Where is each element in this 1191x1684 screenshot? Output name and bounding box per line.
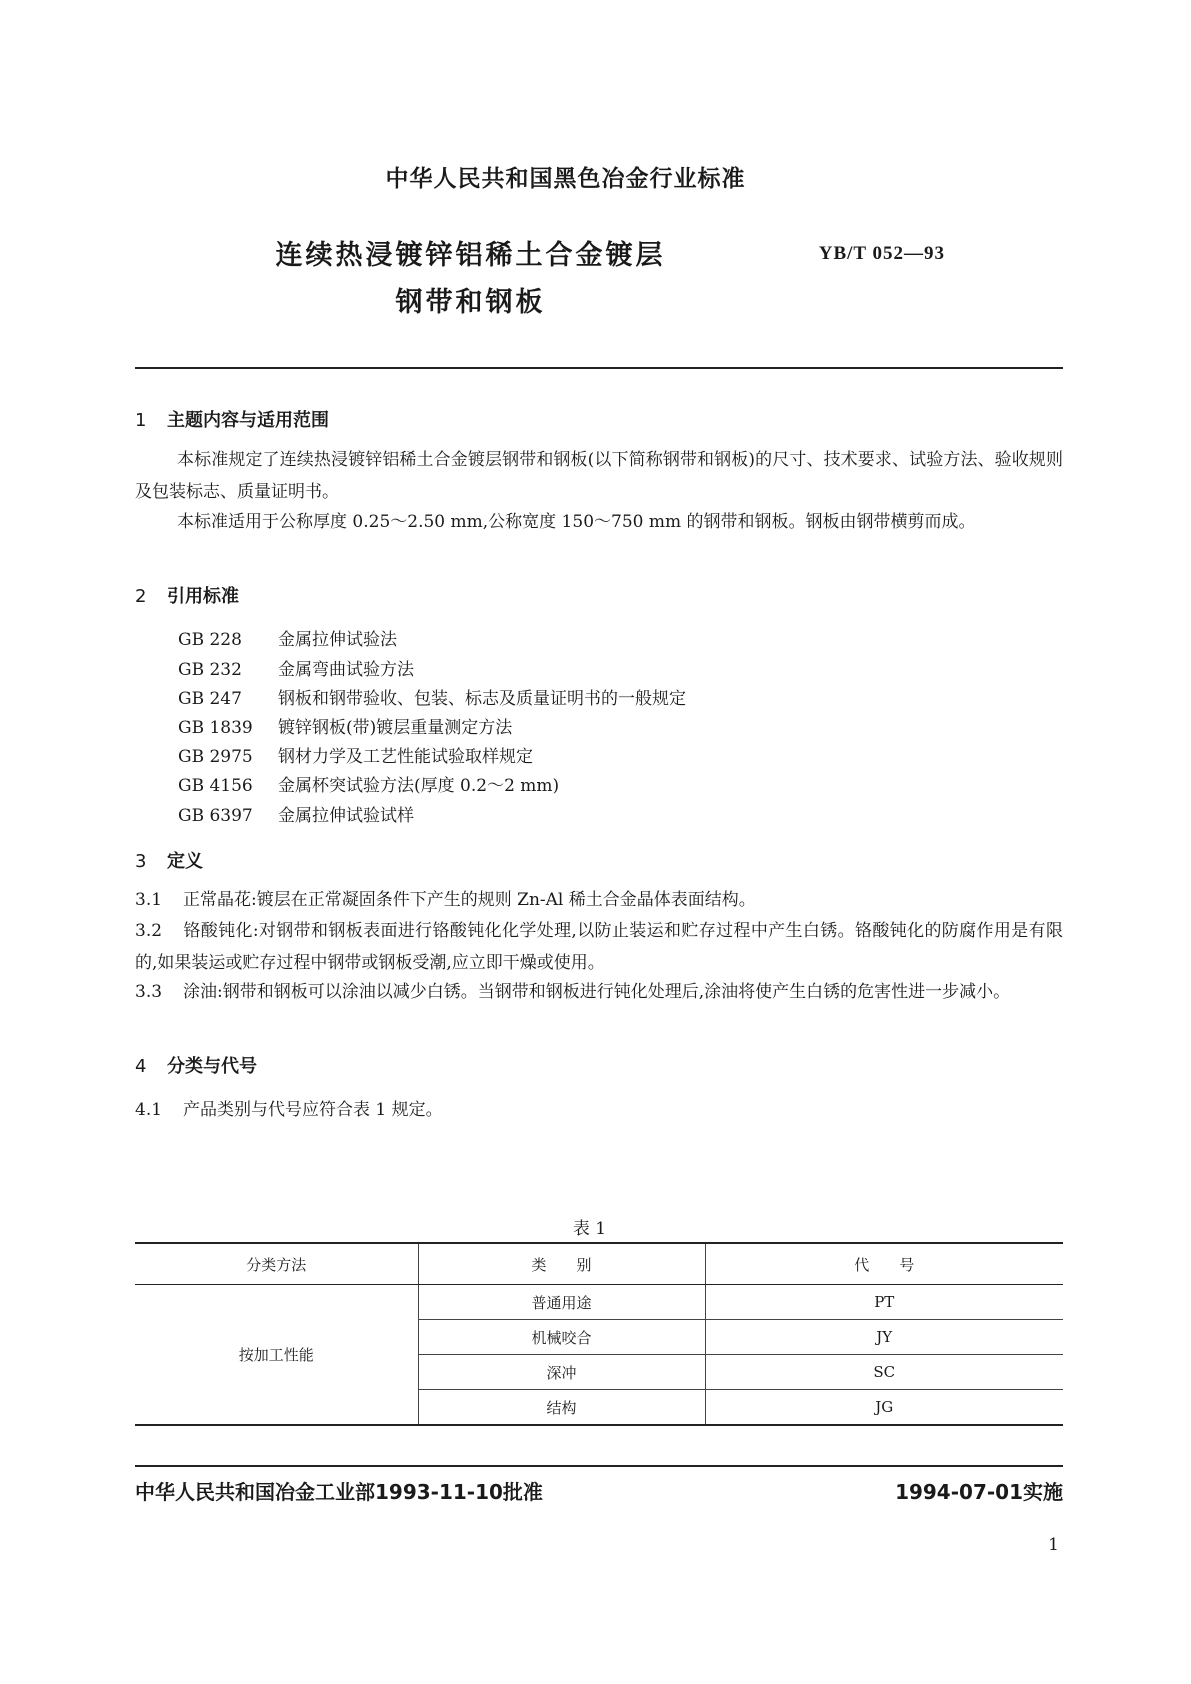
footer-divider [135,1465,1063,1467]
effective-date: 1994-07-01实施 [895,1480,1063,1504]
page-number: 1 [1048,1535,1059,1555]
clause-4-1: 4.1 产品类别与代号应符合表 1 规定。 [135,1100,443,1120]
section-3-heading: 3 定义 [135,851,203,872]
code-cell: JY [705,1320,1063,1355]
category-cell: 结构 [418,1390,705,1426]
section-1-heading: 1 主题内容与适用范围 [135,410,329,431]
code-cell: PT [705,1285,1063,1320]
header-category: 类 别 [418,1243,705,1285]
title-divider [135,367,1063,369]
header-code: 代 号 [705,1243,1063,1285]
definition-3-1: 3.1 正常晶花:镀层在正常凝固条件下产生的规则 Zn-Al 稀土合金晶体表面结构。 [135,890,756,910]
definition-3-2: 3.2 铬酸钝化:对钢带和钢板表面进行铬酸钝化化学处理,以防止装运和贮存过程中产生白锈。铬酸钝化的防腐作用是有限的,如果装运或贮存过程中钢带或钢板受潮,应立即干燥或使用。 [135,921,1063,973]
section-2-heading: 2 引用标准 [135,586,239,607]
code-cell: JG [705,1390,1063,1426]
reference-item: GB 2975 钢材力学及工艺性能试验取样规定 [178,747,533,767]
reference-item: GB 4156 金属杯突试验方法(厚度 0.2～2 mm) [178,776,560,796]
reference-item: GB 232 金属弯曲试验方法 [178,660,414,680]
reference-item: GB 1839 镀锌钢板(带)镀层重量测定方法 [178,718,513,738]
table-header-row [135,1243,1063,1285]
document-title-line2: 钢带和钢板 [395,287,546,318]
section-1-paragraph-2: 本标准适用于公称厚度 0.25～2.50 mm,公称宽度 150～750 mm 的钢带和钢板。钢板由钢带横剪而成。 [177,512,976,532]
classification-table [135,1242,1063,1426]
reference-item: GB 228 金属拉伸试验法 [178,630,397,650]
standard-code: YB/T 052—93 [818,243,945,264]
standard-body-header: 中华人民共和国黑色冶金行业标准 [385,166,746,192]
table-row [135,1285,1063,1320]
category-cell: 机械咬合 [418,1320,705,1355]
code-cell: SC [705,1355,1063,1390]
table-caption: 表 1 [572,1219,607,1239]
reference-item: GB 247 钢板和钢带验收、包装、标志及质量证明书的一般规定 [178,689,686,709]
category-cell: 普通用途 [418,1285,705,1320]
approval-line: 中华人民共和国冶金工业部1993-11-10批准 [135,1480,543,1504]
document-title-line1: 连续热浸镀锌铝稀土合金镀层 [275,240,666,271]
category-cell: 深冲 [418,1355,705,1390]
header-method: 分类方法 [135,1243,418,1285]
section-1-paragraph-1: 本标准规定了连续热浸镀锌铝稀土合金镀层钢带和钢板(以下简称钢带和钢板)的尺寸、技术要求、试验方法、验收规则及包装标志、质量证明书。 [135,450,1063,502]
reference-item: GB 6397 金属拉伸试验试样 [178,806,414,826]
section-4-heading: 4 分类与代号 [135,1056,257,1077]
group-cell: 按加工性能 [135,1285,418,1426]
definition-3-3: 3.3 涂油:钢带和钢板可以涂油以减少白锈。当钢带和钢板进行钝化处理后,涂油将使产生白锈的危害性进一步减小。 [135,982,1011,1002]
